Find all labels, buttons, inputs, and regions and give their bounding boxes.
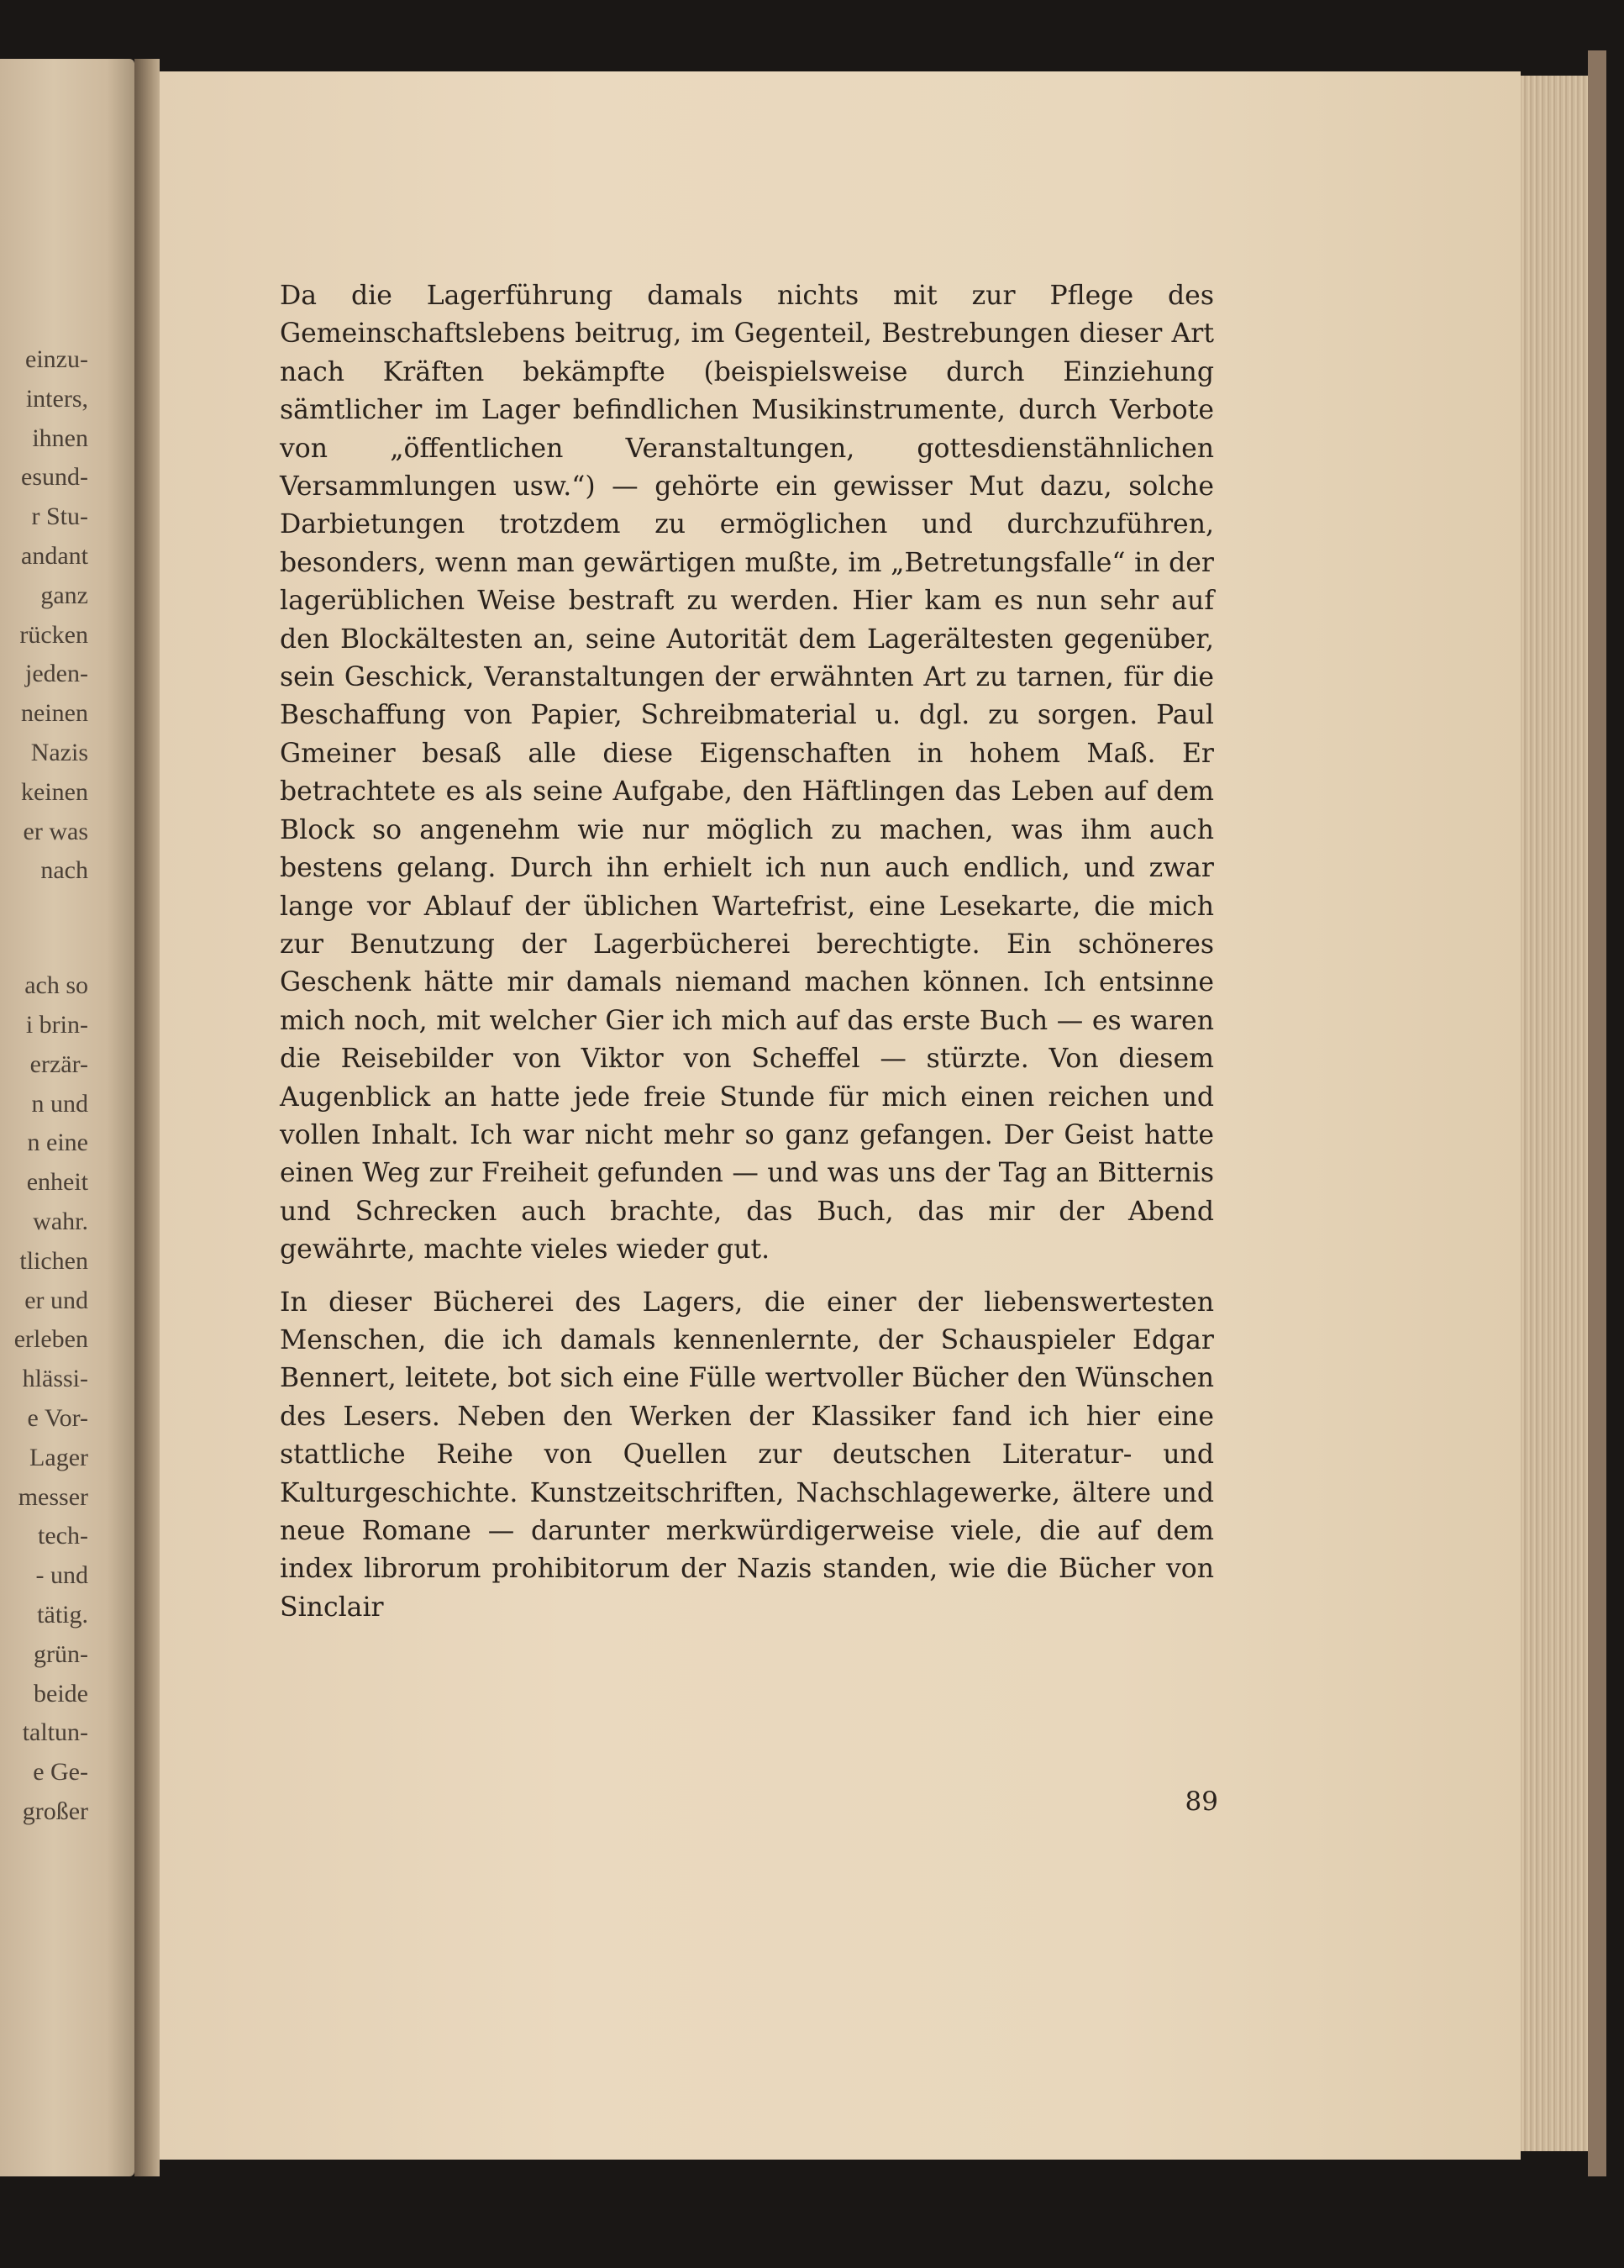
page-number: 89: [1185, 1787, 1218, 1817]
page-edges: [1521, 76, 1588, 2151]
line-fragment: taltun-: [22, 1718, 88, 1747]
line-fragment: tätig.: [37, 1600, 88, 1629]
line-fragment: - und: [35, 1561, 88, 1590]
line-fragment: einzu-: [25, 345, 88, 373]
line-fragment: r Stu-: [31, 503, 88, 531]
line-fragment: wahr.: [33, 1207, 88, 1235]
line-fragment: tlichen: [19, 1246, 88, 1275]
line-fragment: hlässi-: [22, 1365, 88, 1393]
line-fragment: er was: [23, 817, 88, 845]
line-fragment: messer: [18, 1482, 88, 1511]
line-fragment: Lager: [29, 1443, 88, 1471]
line-fragment: nach: [40, 856, 88, 885]
line-fragment: jeden-: [25, 660, 88, 688]
line-fragment: n und: [31, 1089, 88, 1118]
paragraph-1: Da die Lagerführung damals nichts mit zur Pflege des Gemeinschaftslebens beitrug, im Gegenteil, Bestrebungen dieser Art nach Kräften bekämpfte (beispielsweise durch Einziehung sämtlicher im Lager befindlichen Musikinstrumente, durch Verbote von „öffentlichen Veranstaltungen, gottesdienstähnlichen Versammlungen usw.“) — gehörte ein gewisser Mut dazu, solche Darbietungen trotzdem zu ermöglichen und durchzuführen, besonders, wenn man gewärtigen mußte, im „Betretungsfalle“ in der lagerüblichen Weise bestraft zu werden. Hier kam es nun sehr auf den Blockältesten an, seine Autorität dem Lagerältesten gegenüber, sein Geschick, Veranstaltungen der erwähnten Art zu tarnen, für die Beschaffung von Papier, Schreibmaterial u. dgl. zu sorgen. Paul Gmeiner besaß alle diese Eigenschaften in hohem Maß. Er betrachtete es als seine Aufgabe, den Häftlingen das Leben auf dem Block so angenehm wie nur möglich zu machen, was ihm auch bestens gelang. Durch ihn erhielt ich nun auch endlich, und zwar lange vor Ablauf der üblichen Wartefrist, eine Lesekarte, die mich zur Benutzung der Lagerbücherei berechtigte. Ein schöneres Geschenk hätte mir damals niemand machen können. Ich entsinne mich noch, mit welcher Gier ich mich auf das erste Buch — es waren die Reisebilder von Viktor von Scheffel — stürzte. Von diesem Augenblick an hatte jede freie Stunde für mich einen reichen und vollen Inhalt. Ich war nicht mehr so ganz gefangen. Der Geist hatte einen Weg zur Freiheit gefunden — und was uns der Tag an Bitternis und Schrecken auch brachte, das Buch, das mir der Abend gewährte, machte vieles wieder gut.: [280, 281, 1214, 1266]
line-fragment: andant: [21, 541, 88, 570]
line-fragment: ach so: [24, 971, 88, 1000]
line-fragment: n eine: [27, 1129, 88, 1157]
line-fragment: rücken: [19, 620, 88, 649]
line-fragment: Nazis: [30, 738, 88, 766]
line-fragment: erzär-: [29, 1050, 88, 1078]
book-cover-edge: [1588, 50, 1606, 2176]
line-fragment: beide: [34, 1679, 88, 1708]
page-body-text: [280, 277, 1214, 1627]
paragraph-2: In dieser Bücherei des Lagers, die einer der liebenswertesten Menschen, die ich damals kennenlernte, der Schauspieler Edgar Bennert, leitete, bot sich eine Fülle wertvoller Bücher den Wünschen des Lesers. Neben den Werken der Klassiker fand ich hier eine stattliche Reihe von Quellen zur deutschen Literatur- und Kulturgeschichte. Kunstzeitschriften, Nachschlagewerke, ältere und neue Romane — darunter merkwürdigerweise viele, die auf dem index librorum prohibitorum der Nazis standen, wie die Bücher von Sinclair: [280, 1287, 1214, 1623]
previous-page: [0, 59, 134, 2176]
previous-page-text: [0, 340, 88, 1832]
line-fragment: i brin-: [25, 1010, 88, 1039]
line-fragment: keinen: [21, 777, 88, 806]
line-fragment: e Vor-: [27, 1403, 88, 1432]
line-fragment: ihnen: [32, 424, 88, 452]
book-gutter: [134, 59, 160, 2176]
line-fragment: großer: [22, 1797, 88, 1825]
line-fragment: enheit: [26, 1168, 88, 1197]
line-fragment: grün-: [34, 1639, 88, 1668]
line-fragment: e Ge-: [33, 1758, 88, 1787]
line-fragment: esund-: [21, 463, 88, 492]
line-fragment: erleben: [13, 1325, 88, 1354]
line-fragment: tech-: [38, 1522, 88, 1550]
line-fragment: er und: [24, 1286, 88, 1314]
line-gap: [0, 891, 88, 966]
line-fragment: ganz: [40, 581, 88, 609]
line-fragment: inters,: [25, 384, 88, 413]
line-fragment: neinen: [21, 699, 88, 728]
